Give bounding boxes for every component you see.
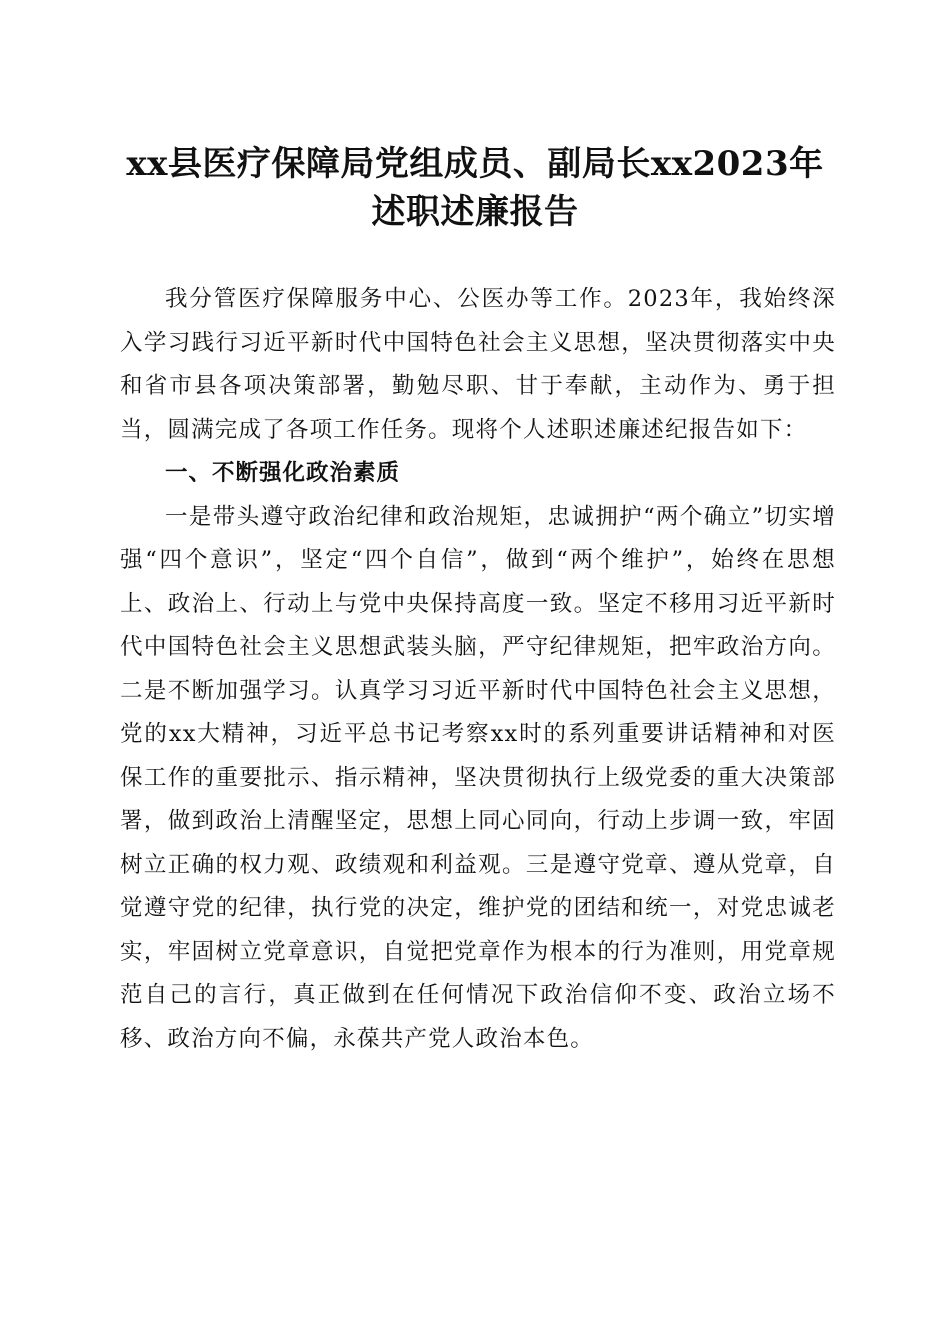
- title-line-1: xx县医疗保障局党组成员、副局长xx2023年: [126, 144, 824, 184]
- document-title: [100, 140, 850, 236]
- section-1-paragraph: 一是带头遵守政治纪律和政治规矩，忠诚拥护“两个确立”切实增强“四个意识”，坚定“四个自信”，做到“两个维护”，始终在思想上、政治上、行动上与党中央保持高度一致。坚定不移用习近平新时代中国特色社会主义思想武装头脑，严守纪律规矩，把牢政治方向。二是不断加强学习。认真学习习近平新时代中国特色社会主义思想，党的xx大精神，习近平总书记考察xx时的系列重要讲话精神和对医保工作的重要批示、指示精神，坚决贯彻执行上级党委的重大决策部署，做到政治上清醒坚定，思想上同心同向，行动上步调一致，牢固树立正确的权力观、政绩观和利益观。三是遵守党章、遵从党章，自觉遵守党的纪律，执行党的决定，维护党的团结和统一，对党忠诚老实，牢固树立党章意识，自觉把党章作为根本的行为准则，用党章规范自己的言行，真正做到在任何情况下政治信仰不变、政治立场不移、政治方向不偏，永葆共产党人政治本色。: [120, 503, 836, 1052]
- title-line-2: 述职述廉报告: [371, 192, 579, 232]
- section-1-heading: 一、不断强化政治素质: [165, 460, 401, 486]
- document-body: [120, 278, 836, 1061]
- intro-paragraph: 我分管医疗保障服务中心、公医办等工作。2023年，我始终深入学习践行习近平新时代中国特色社会主义思想，坚决贯彻落实中央和省市县各项决策部署，勤勉尽职、甘于奉献，主动作为、勇于担当，圆满完成了各项工作任务。现将个人述职述廉述纪报告如下：: [120, 286, 836, 443]
